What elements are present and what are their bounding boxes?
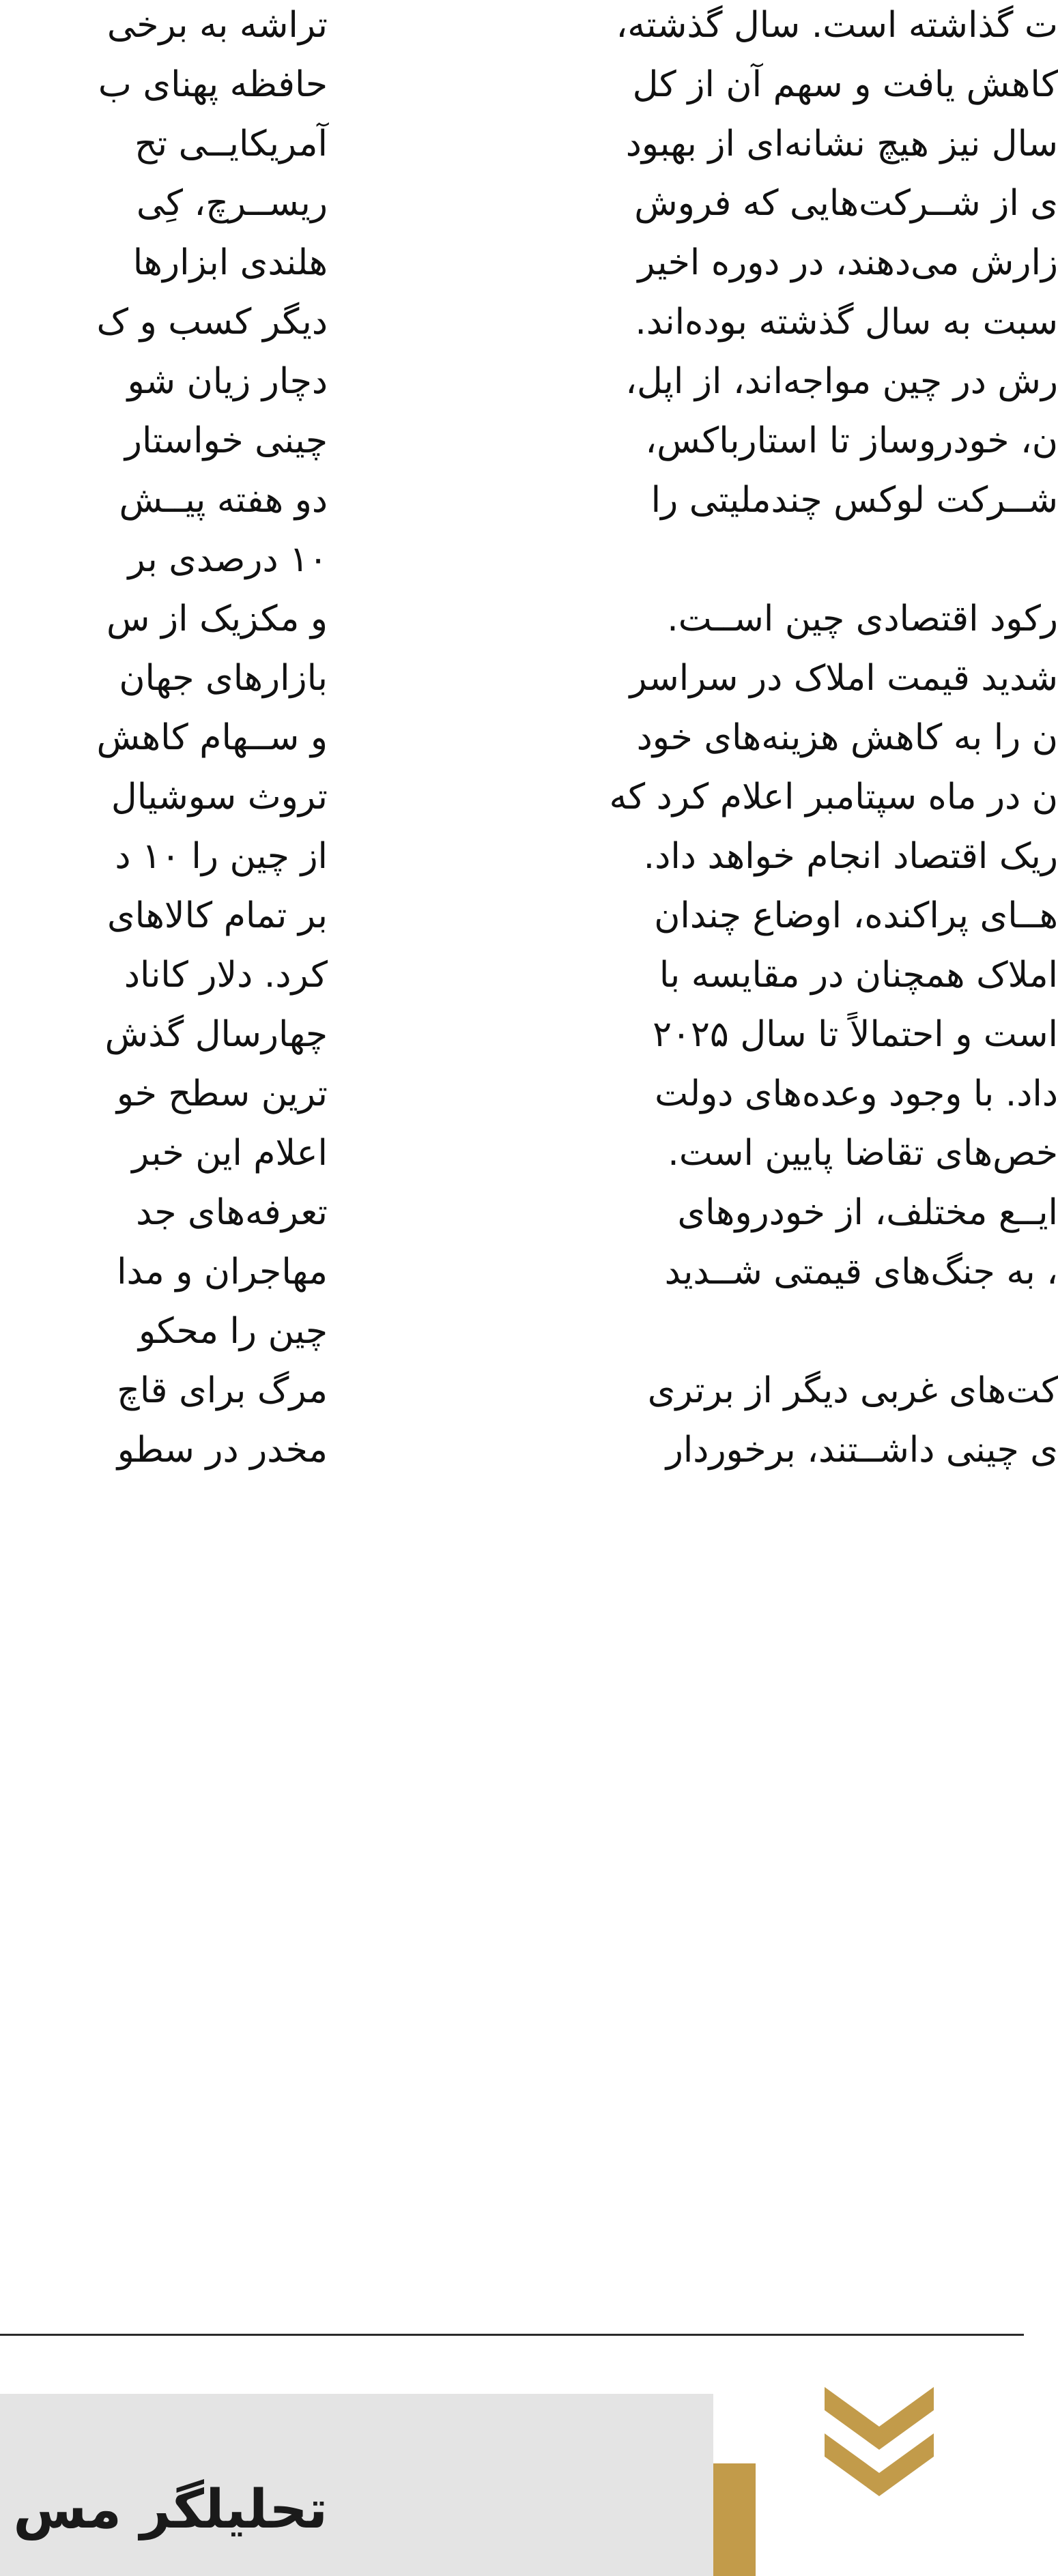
article-column-right [403, 0, 1058, 1480]
text-line: تعرفه‌های جد [136, 1192, 328, 1233]
text-line: چهارسال گذش [104, 1014, 328, 1055]
text-line: ، به جنگ‌های قیمتی شــدید [664, 1251, 1058, 1292]
text-line: تراشه به برخی [106, 5, 328, 46]
text-line: است و احتمالاً تا سال ۲۰۲۵ [653, 1014, 1058, 1055]
text-line: شدید قیمت املاک در سراسر [629, 658, 1058, 699]
section-title: تحلیلگر مس [13, 2479, 328, 2541]
text-line: دچار زیان شو [127, 361, 328, 402]
text-line: سال نیز هیچ نشانه‌ای از بهبود [625, 124, 1058, 164]
text-line: داد. با وجود وعده‌های دولت [655, 1073, 1058, 1114]
double-chevron-down-icon [825, 2387, 934, 2510]
paragraph-break [403, 1302, 1058, 1361]
paragraph-break [403, 530, 1058, 590]
text-line: ایــع مختلف، از خودروهای [677, 1192, 1058, 1233]
text-line: حافظه پهنای ب [98, 64, 328, 105]
text-line: چین را محکو [138, 1311, 328, 1352]
section-divider [0, 2334, 1024, 2336]
text-line: ۱۰ درصدی بر [128, 539, 328, 580]
text-line: ی چینی داشــتند، برخوردار [666, 1430, 1058, 1471]
text-line: شــرکت لوکس چندملیتی را [650, 480, 1058, 521]
text-line: رش در چین مواجه‌اند، از اپل، [625, 361, 1058, 402]
text-line: مرگ برای قاچ [117, 1370, 328, 1411]
chevron-upper-icon [825, 2387, 934, 2450]
text-line: دو هفته پیــش [119, 480, 328, 521]
text-line: سبت به سال گذشته بوده‌اند. [635, 302, 1058, 343]
text-line: آمریکایــی تح [134, 124, 328, 164]
text-line: ی از شــرکت‌هایی که فروش [634, 183, 1058, 224]
text-line: دیگر کسب و ک [96, 302, 328, 343]
text-line: ن را به کاهش هزینه‌های خود [636, 717, 1058, 758]
text-line: کرد. دلار کاناد [124, 955, 328, 996]
text-line: ترین سطح خو [116, 1073, 328, 1114]
text-line: رکود اقتصادی چین اســت. [667, 598, 1058, 639]
text-line: هلندی ابزارها [132, 242, 328, 283]
text-line: هــای پراکنده، اوضاع چندان [654, 895, 1058, 936]
text-line: و ســهام کاهش [96, 717, 328, 758]
text-line: مخدر در سطو [117, 1430, 328, 1471]
text-line: چینی خواستار [124, 420, 328, 461]
text-line: ت گذاشته است. سال گذشته، [616, 5, 1058, 46]
text-line: ن، خودروساز تا استارباکس، [645, 420, 1058, 461]
text-line: کاهش یافت و سهم آن از کل [632, 64, 1058, 105]
text-line: زارش می‌دهند، در دوره اخیر [638, 242, 1058, 283]
text-line: کت‌های غربی دیگر از برتری [647, 1370, 1058, 1411]
article-column-left [0, 0, 328, 1480]
text-line: خص‌های تقاضا پایین است. [668, 1133, 1058, 1174]
text-line: اعلام این خبر [132, 1133, 328, 1174]
text-line: تروث سوشیال [111, 777, 328, 817]
text-line: بازارهای جهان [119, 658, 328, 699]
text-line: بر تمام کالاهای [106, 895, 328, 936]
accent-bar [713, 2463, 756, 2576]
text-line: املاک همچنان در مقایسه با [659, 955, 1058, 996]
text-line: ن در ماه سپتامبر اعلام کرد که [609, 777, 1058, 817]
text-line: ریک اقتصاد انجام خواهد داد. [643, 836, 1058, 877]
text-line: از چین را ۱۰ د [115, 836, 328, 877]
text-line: ریســرچ، کِی [136, 183, 328, 224]
text-line: مهاجران و مدا [117, 1251, 328, 1292]
text-line: و مکزیک از س [106, 598, 328, 639]
